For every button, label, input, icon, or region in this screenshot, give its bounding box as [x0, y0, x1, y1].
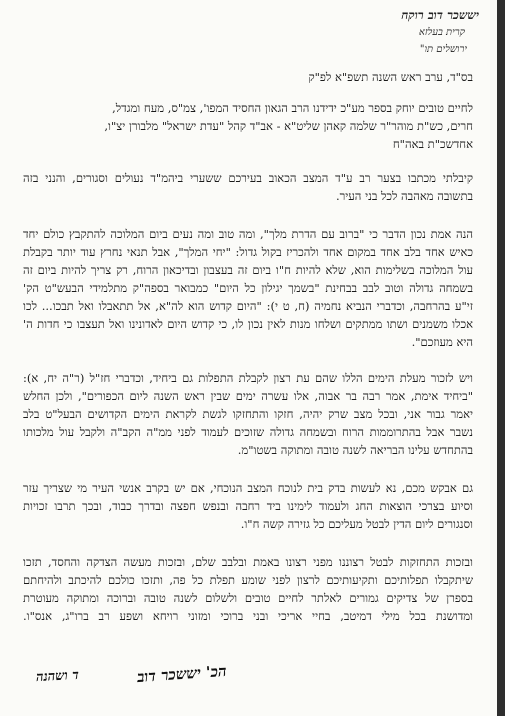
para5-line-4: ומדושנת בכל מילי דמיטב, בחיי אריכי ובני ברוכי ומזוני רויחא ושפע רב ברו"ג, אנס"ו. [23, 609, 473, 623]
para2-line-4: בשמחה גדולה וטוב לבב בבחינת "בשמך יגילון כל היום" כמבואר בספה"ק מתלמידי הבעש"ט הק' [23, 281, 473, 295]
para1-line-2: בתשובה מאהבה לכל בני העיר. [335, 189, 473, 203]
para4-line-2: וסיוע בצרכי הוצאות החג ולעמוד לימינו ביד רחבה ובנפש חפצה ובדרך כבוד, ובכך תרבו זכויות [23, 499, 473, 513]
greeting-line-2: חרים, כש"ת מוהר"ר שלמה קאהן שליט"א - אב"ד קהל "עדת ישראל" מלבורן יצ"ו, [104, 119, 473, 133]
para4-line-3: וסנגורים ליום הדין לבטל מעליכם כל גזירה קשה ח"ו. [240, 517, 473, 531]
para3-line-4: נשבר אבל בהתרוממות הרוח ובשמחה גדולה שזוכים לעמוד לפני ממ"ה הקב"ה ולקבל עול מלכותו [23, 425, 473, 439]
para2-line-6: אכלו משמנים ושתו ממתקים ושלחו מנות לאין נכון לו, כי קדוש היום לאדונינו ואל תעצבו כי חדות ה' [23, 317, 473, 331]
para4-line-1: גם אבקש מכם, נא לעשות בדק בית לנוכח המצב הנוכחי, אם יש בקרב אנשי העיר מי שצריך עזר [23, 481, 473, 495]
para3-line-1: ויש לזכור מעלת הימים הללו שהם עת רצון לקבלת התפלות גם ביחיד, וכדברי חז"ל (ר"ה יח, א): [23, 371, 473, 385]
para5-line-2: שיתקבלו תפלותיכם ותקיעותיכם לרצון לפני שומע תפלת כל פה, ותזכו כולכם להיכתב ולהיחתם [23, 573, 473, 587]
para5-line-1: ובזכות התחזקות לבטל רצוננו מפני רצונו באמת ובלבב שלם, ובזכות מעשה הצדקה והחסד, תזכו [23, 555, 473, 569]
date-line: בס"ד, ערב ראש השנה תשפ"א לפ"ק [308, 70, 473, 84]
greeting-line-3: אחדשכ"ת באה"ח [392, 137, 473, 151]
greeting-line-1: לחיים טובים יוחק בספר מע"כ ידידנו הרב הגאון החסיד המפו', צמ"ס, מעח ומגדל, [112, 101, 473, 115]
para2-line-2: כאיש אחד בלב אחד במקום אחד ולהכריז בקול גדול: "יחי המלך", אבל תנאי נחרץ עוד יותר בקבלת [23, 245, 473, 259]
para1-line-1: קיבלתי מכתבו בצער רב ע"ד המצב הכאוב בעירכם ששערי ביהמ"ד נעולים וסגורים, והנני בזה [23, 171, 473, 185]
scan-edge [497, 0, 505, 716]
handwritten-city: קרית בעלזא [418, 27, 465, 38]
para2-line-1: הנה אמת נכון הדבר כי "ברוב עם הדרת מלך", ומה טוב ומה נעים ביום המלוכה להתקבץ כולם יחד [23, 227, 473, 241]
signature-handwritten: הכ' יששכר דוב [136, 661, 228, 687]
para2-line-7: היא מעוזכם". [411, 335, 473, 349]
para5-line-3: בספרן של צדיקים גמורים לאלתר לחיים טובים ולשלום לשנה טובה וברוכה ומתוקה מעוטרת [23, 591, 473, 605]
handwritten-name: יששכר דוב רוקח [401, 8, 479, 22]
handwritten-region: ירושלים תו" [419, 44, 467, 55]
signature-mark: ד ושהנה [35, 667, 80, 686]
para2-line-3: עול המלוכה בשלימות הוא, שלא להיות ח"ו ביום זה בעצבון ובדיכאון הרוח, רק צריך להיות ביום זה [23, 263, 473, 277]
para3-line-2: "ביחיד אימת, אמר רבה בר אבוה, אלו עשרה ימים שבין ראש השנה ליום הכפורים", ולכן החלש [23, 389, 473, 403]
para3-line-5: בהתחדש עלינו הבריאה לשנה טובה ומתוקה בשטו"מ. [237, 443, 473, 457]
para3-line-3: יאמר גבור אני, ובכל מצב שרק יהיה, חזקו והתחזקו לגשת לקראת הימים הקדושים הבעל"ט בלב [23, 407, 473, 421]
para2-line-5: זי"ע בהרחבה, וכדברי הנביא נחמיה (ח, ט י): "היום קדוש הוא לה"א, אל תתאבלו ואל תבכו... לכו [23, 299, 473, 313]
